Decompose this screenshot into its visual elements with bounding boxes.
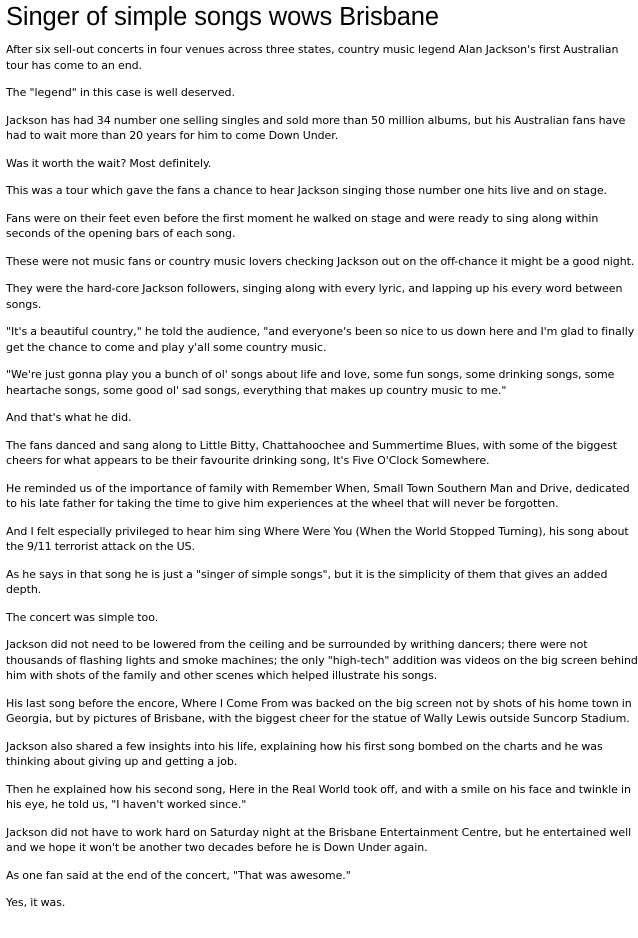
article-paragraph: His last song before the encore, Where I Come From was backed on the big screen not by shots of his home town in Georgia, but by pictures of Brisbane, with the biggest cheer for the statue of Wally Lewis outside Suncorp Stadium.	[6, 696, 632, 725]
article-paragraph: As he says in that song he is just a "singer of simple songs", but it is the simplicity of them that gives an added depth.	[6, 567, 608, 596]
article-paragraph: Fans were on their feet even before the first moment he walked on stage and were ready to sing along within seconds of the opening bars of each song.	[6, 211, 599, 240]
article-paragraph: After six sell-out concerts in four venues across three states, country music legend Alan Jackson's first Australian tour has come to an end.	[6, 43, 619, 72]
article-paragraph: He reminded us of the importance of family with Remember When, Small Town Southern Man and Drive, dedicated to his late father for taking the time to give him experiences at the wheel that will never be forgotten.	[6, 481, 630, 510]
article-paragraph: And that's what he did.	[6, 411, 132, 424]
article-paragraph: Then he explained how his second song, Here in the Real World took off, and with a smile on his face and twinkle in his eye, he told us, "I haven't worked since."	[6, 782, 631, 811]
article-paragraph: These were not music fans or country music lovers checking Jackson out on the off-chance it might be a good night.	[6, 254, 635, 268]
article-paragraph: Jackson has had 34 number one selling singles and sold more than 50 million albums, but his Australian fans have had to wait more than 20 years for him to come Down Under.	[6, 113, 626, 142]
article-paragraph: They were the hard-core Jackson followers, singing along with every lyric, and lapping up his every word between songs.	[6, 282, 623, 311]
article-paragraph: Jackson also shared a few insights into his life, explaining how his first song bombed on the charts and he was thinking about giving up and getting a job.	[6, 739, 603, 768]
article-paragraph: And I felt especially privileged to hear him sing Where Were You (When the World Stopped Turning), his song about the 9/11 terrorist attack on the US.	[6, 524, 629, 553]
article-paragraph: The concert was simple too.	[6, 610, 159, 624]
article-paragraph: Was it worth the wait? Most definitely.	[6, 156, 212, 170]
article-title: Singer of simple songs wows Brisbane	[6, 3, 439, 31]
article-paragraph: "We're just gonna play you a bunch of ol' songs about life and love, some fun songs, some drinking songs, some heartache songs, some good ol' sad songs, everything that makes up country music to me."	[6, 368, 615, 397]
article-paragraph: As one fan said at the end of the concert, "That was awesome."	[6, 868, 351, 882]
article-paragraph: Jackson did not need to be lowered from the ceiling and be surrounded by writhing dancers; there were not thousands of flashing lights and smoke machines; the only "high-tech" addition was videos on the big screen behind him with shots of the family and other scenes which helped illustrate his songs.	[6, 638, 638, 682]
article-body	[6, 42, 638, 911]
article-paragraph: This was a tour which gave the fans a chance to hear Jackson singing those number one hits live and on stage.	[6, 184, 608, 197]
article-paragraph: Jackson did not have to work hard on Saturday night at the Brisbane Entertainment Centre, but he entertained well and we hope it won't be another two decades before he is Down Under again.	[6, 825, 632, 854]
article-paragraph: The "legend" in this case is well deserved.	[6, 86, 235, 99]
article-paragraph: Yes, it was.	[6, 896, 66, 909]
article-paragraph: The fans danced and sang along to Little Bitty, Chattahoochee and Summertime Blues, with some of the biggest cheers for what appears to be their favourite drinking song, It's Five O'Clock Somewhere.	[6, 438, 618, 467]
article-paragraph: "It's a beautiful country," he told the audience, "and everyone's been so nice to us down here and I'm glad to finally get the chance to come and play y'all some country music.	[6, 325, 635, 354]
article-page	[0, 1, 638, 938]
